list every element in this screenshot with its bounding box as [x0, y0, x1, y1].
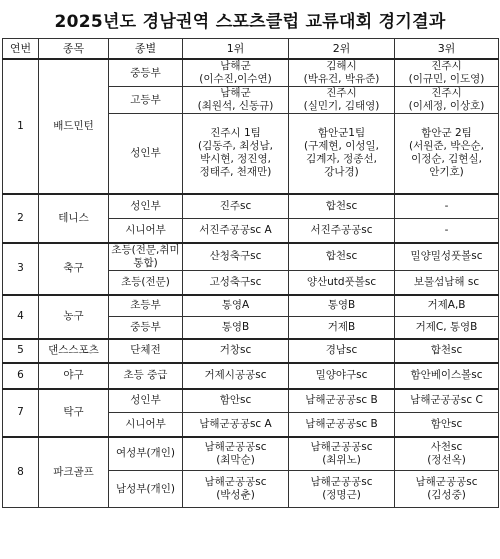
third-place-cell	[395, 437, 499, 471]
result-text: 강나경)	[324, 166, 359, 179]
result-text: 정태주, 천재만)	[199, 166, 272, 179]
result-text: 함안sc	[219, 394, 252, 407]
second-place-cell	[289, 114, 395, 194]
result-text: 보물섬남해 sc	[413, 275, 480, 288]
table-body	[3, 59, 499, 508]
result-text: 진주시	[326, 87, 357, 99]
second-place-cell	[289, 413, 395, 437]
result-text: 남해군공공sc	[204, 440, 267, 453]
result-text: 합천sc	[325, 250, 358, 263]
result-text: (이세정, 이상호)	[408, 100, 485, 112]
header-sport: 종목	[39, 39, 109, 60]
table-row	[3, 389, 499, 413]
result-text: 통영B	[221, 320, 250, 333]
first-place-cell	[183, 317, 289, 339]
sport-name: 야구	[39, 363, 109, 389]
second-place-cell	[289, 194, 395, 219]
result-text: 남해군공공sc B	[305, 417, 378, 430]
first-place-cell	[183, 194, 289, 219]
category-cell: 중등부	[109, 317, 183, 339]
third-place-cell	[395, 87, 499, 114]
table-row	[3, 59, 499, 87]
row-number: 8	[3, 437, 39, 508]
category-cell: 중등부	[109, 59, 183, 87]
first-place-cell	[183, 114, 289, 194]
table-row	[3, 339, 499, 363]
result-text: 밀양야구sc	[315, 369, 368, 381]
category-cell: 남성부(개인)	[109, 471, 183, 508]
result-text: 함안군 2팀	[421, 127, 472, 140]
result-text: (김성중)	[427, 489, 466, 501]
header-first: 1위	[183, 39, 289, 60]
result-text: 밀양밀성풋볼sc	[410, 250, 483, 263]
result-text: (최원석, 신동규)	[197, 100, 274, 112]
result-text: 이정순, 김현실,	[411, 153, 482, 166]
result-text: 김해시	[326, 60, 357, 72]
result-text: 남해군공공sc	[415, 476, 478, 488]
result-text: 남해군공공sc B	[305, 394, 378, 407]
third-place-cell	[395, 363, 499, 389]
result-text: (최위노)	[322, 453, 361, 466]
table-row	[3, 295, 499, 317]
category-cell: 여성부(개인)	[109, 437, 183, 471]
row-number: 3	[3, 243, 39, 295]
second-place-cell	[289, 295, 395, 317]
third-place-cell	[395, 339, 499, 363]
result-text: 서진주공공sc	[310, 223, 373, 236]
sport-name: 농구	[39, 295, 109, 339]
result-text: (김동주, 최성남,	[198, 140, 273, 153]
table-row	[3, 243, 499, 271]
third-place-cell	[395, 295, 499, 317]
result-text: 함안sc	[430, 417, 463, 430]
third-place-cell	[395, 59, 499, 87]
result-text: 함안베이스볼sc	[410, 369, 483, 381]
second-place-cell	[289, 219, 395, 243]
result-text: 김계자, 정종선,	[306, 153, 377, 166]
category-cell: 초등(전문)	[109, 271, 183, 295]
third-place-cell	[395, 389, 499, 413]
result-text: (실민기, 김태영)	[303, 100, 380, 112]
row-number: 1	[3, 59, 39, 194]
result-text: 진주시	[431, 87, 462, 99]
header-category: 종별	[109, 39, 183, 60]
row-number: 5	[3, 339, 39, 363]
result-text: (정명근)	[322, 489, 361, 501]
result-text: (박성춘)	[216, 489, 255, 501]
result-text: 남해군공공sc	[310, 440, 373, 453]
category-cell: 시니어부	[109, 219, 183, 243]
table-header-row	[3, 39, 499, 60]
third-place-cell	[395, 194, 499, 219]
result-text: (이규민, 이도영)	[408, 73, 485, 85]
category-cell: 성인부	[109, 194, 183, 219]
second-place-cell	[289, 271, 395, 295]
header-second: 2위	[289, 39, 395, 60]
result-text: 남해군공공sc A	[199, 417, 272, 430]
second-place-cell	[289, 471, 395, 508]
sport-name: 축구	[39, 243, 109, 295]
result-text: 남해군공공sc	[204, 476, 267, 488]
third-place-cell	[395, 413, 499, 437]
first-place-cell	[183, 59, 289, 87]
row-number: 4	[3, 295, 39, 339]
result-text: 함안군1팀	[317, 127, 366, 140]
result-text: 사천sc	[430, 440, 463, 453]
third-place-cell	[395, 114, 499, 194]
second-place-cell	[289, 59, 395, 87]
second-place-cell	[289, 363, 395, 389]
row-number: 6	[3, 363, 39, 389]
result-text: 거제C, 통영B	[415, 320, 478, 333]
results-table	[2, 38, 499, 508]
third-place-cell	[395, 271, 499, 295]
category-cell: 초등(전문,취미 통합)	[109, 243, 183, 271]
first-place-cell	[183, 243, 289, 271]
row-number: 2	[3, 194, 39, 243]
category-cell: 단체전	[109, 339, 183, 363]
first-place-cell	[183, 295, 289, 317]
result-text: 남해군공공sc	[310, 476, 373, 488]
page-title: 2025년도 경남권역 스포츠클럽 교류대회 경기결과	[54, 11, 446, 32]
sport-name: 댄스스포츠	[39, 339, 109, 363]
result-text: 거제시공공sc	[204, 369, 267, 381]
result-text: 통영A	[221, 299, 250, 312]
table-row	[3, 437, 499, 471]
result-text: 고성축구sc	[209, 275, 262, 288]
result-text: 산청축구sc	[209, 250, 262, 263]
third-place-cell	[395, 471, 499, 508]
second-place-cell	[289, 389, 395, 413]
result-text: 진주sc	[219, 199, 252, 212]
first-place-cell	[183, 437, 289, 471]
sport-name: 파크골프	[39, 437, 109, 508]
header-no: 연번	[3, 39, 39, 60]
second-place-cell	[289, 339, 395, 363]
result-text: -	[444, 223, 449, 236]
table-row	[3, 363, 499, 389]
second-place-cell	[289, 87, 395, 114]
category-cell: 고등부	[109, 87, 183, 114]
first-place-cell	[183, 271, 289, 295]
result-text: 남해군	[220, 60, 251, 72]
third-place-cell	[395, 243, 499, 271]
result-text: (구제현, 이성일,	[304, 140, 379, 153]
result-text: 거창sc	[219, 344, 252, 356]
result-text: (이수진,이수연)	[199, 73, 272, 85]
result-text: 박시현, 정진영,	[200, 153, 271, 166]
result-text: 양산utd풋볼sc	[306, 275, 377, 288]
first-place-cell	[183, 339, 289, 363]
result-text: (정선옥)	[427, 453, 466, 466]
result-text: 거제B	[327, 320, 356, 333]
result-text: (박유건, 박유준)	[303, 73, 380, 85]
result-text: 합천sc	[325, 199, 358, 212]
result-text: 거제A,B	[427, 299, 466, 312]
result-text: 서진주공공sc A	[199, 223, 272, 236]
category-cell: 초등부	[109, 295, 183, 317]
result-text: 안기호)	[429, 166, 464, 179]
category-cell: 시니어부	[109, 413, 183, 437]
category-cell: 성인부	[109, 389, 183, 413]
result-text: (최막순)	[216, 453, 255, 466]
sport-name: 탁구	[39, 389, 109, 437]
second-place-cell	[289, 243, 395, 271]
table-row	[3, 194, 499, 219]
row-number: 7	[3, 389, 39, 437]
first-place-cell	[183, 87, 289, 114]
result-text: 남해군공공sc C	[410, 394, 483, 407]
sport-name: 테니스	[39, 194, 109, 243]
second-place-cell	[289, 317, 395, 339]
first-place-cell	[183, 471, 289, 508]
sport-name: 배드민턴	[39, 59, 109, 194]
result-text: 남해군	[220, 87, 251, 99]
category-cell: 초등 중급	[109, 363, 183, 389]
first-place-cell	[183, 413, 289, 437]
result-text: 통영B	[327, 299, 356, 312]
second-place-cell	[289, 437, 395, 471]
first-place-cell	[183, 389, 289, 413]
result-text: 진주시 1팀	[210, 127, 261, 140]
result-text: (서원준, 박은순,	[409, 140, 484, 153]
result-text: 합천sc	[430, 344, 463, 356]
result-text: 경남sc	[325, 344, 358, 356]
third-place-cell	[395, 219, 499, 243]
result-text: -	[444, 199, 449, 212]
third-place-cell	[395, 317, 499, 339]
first-place-cell	[183, 363, 289, 389]
result-text: 진주시	[431, 60, 462, 72]
category-cell: 성인부	[109, 114, 183, 194]
first-place-cell	[183, 219, 289, 243]
header-third: 3위	[395, 39, 499, 60]
